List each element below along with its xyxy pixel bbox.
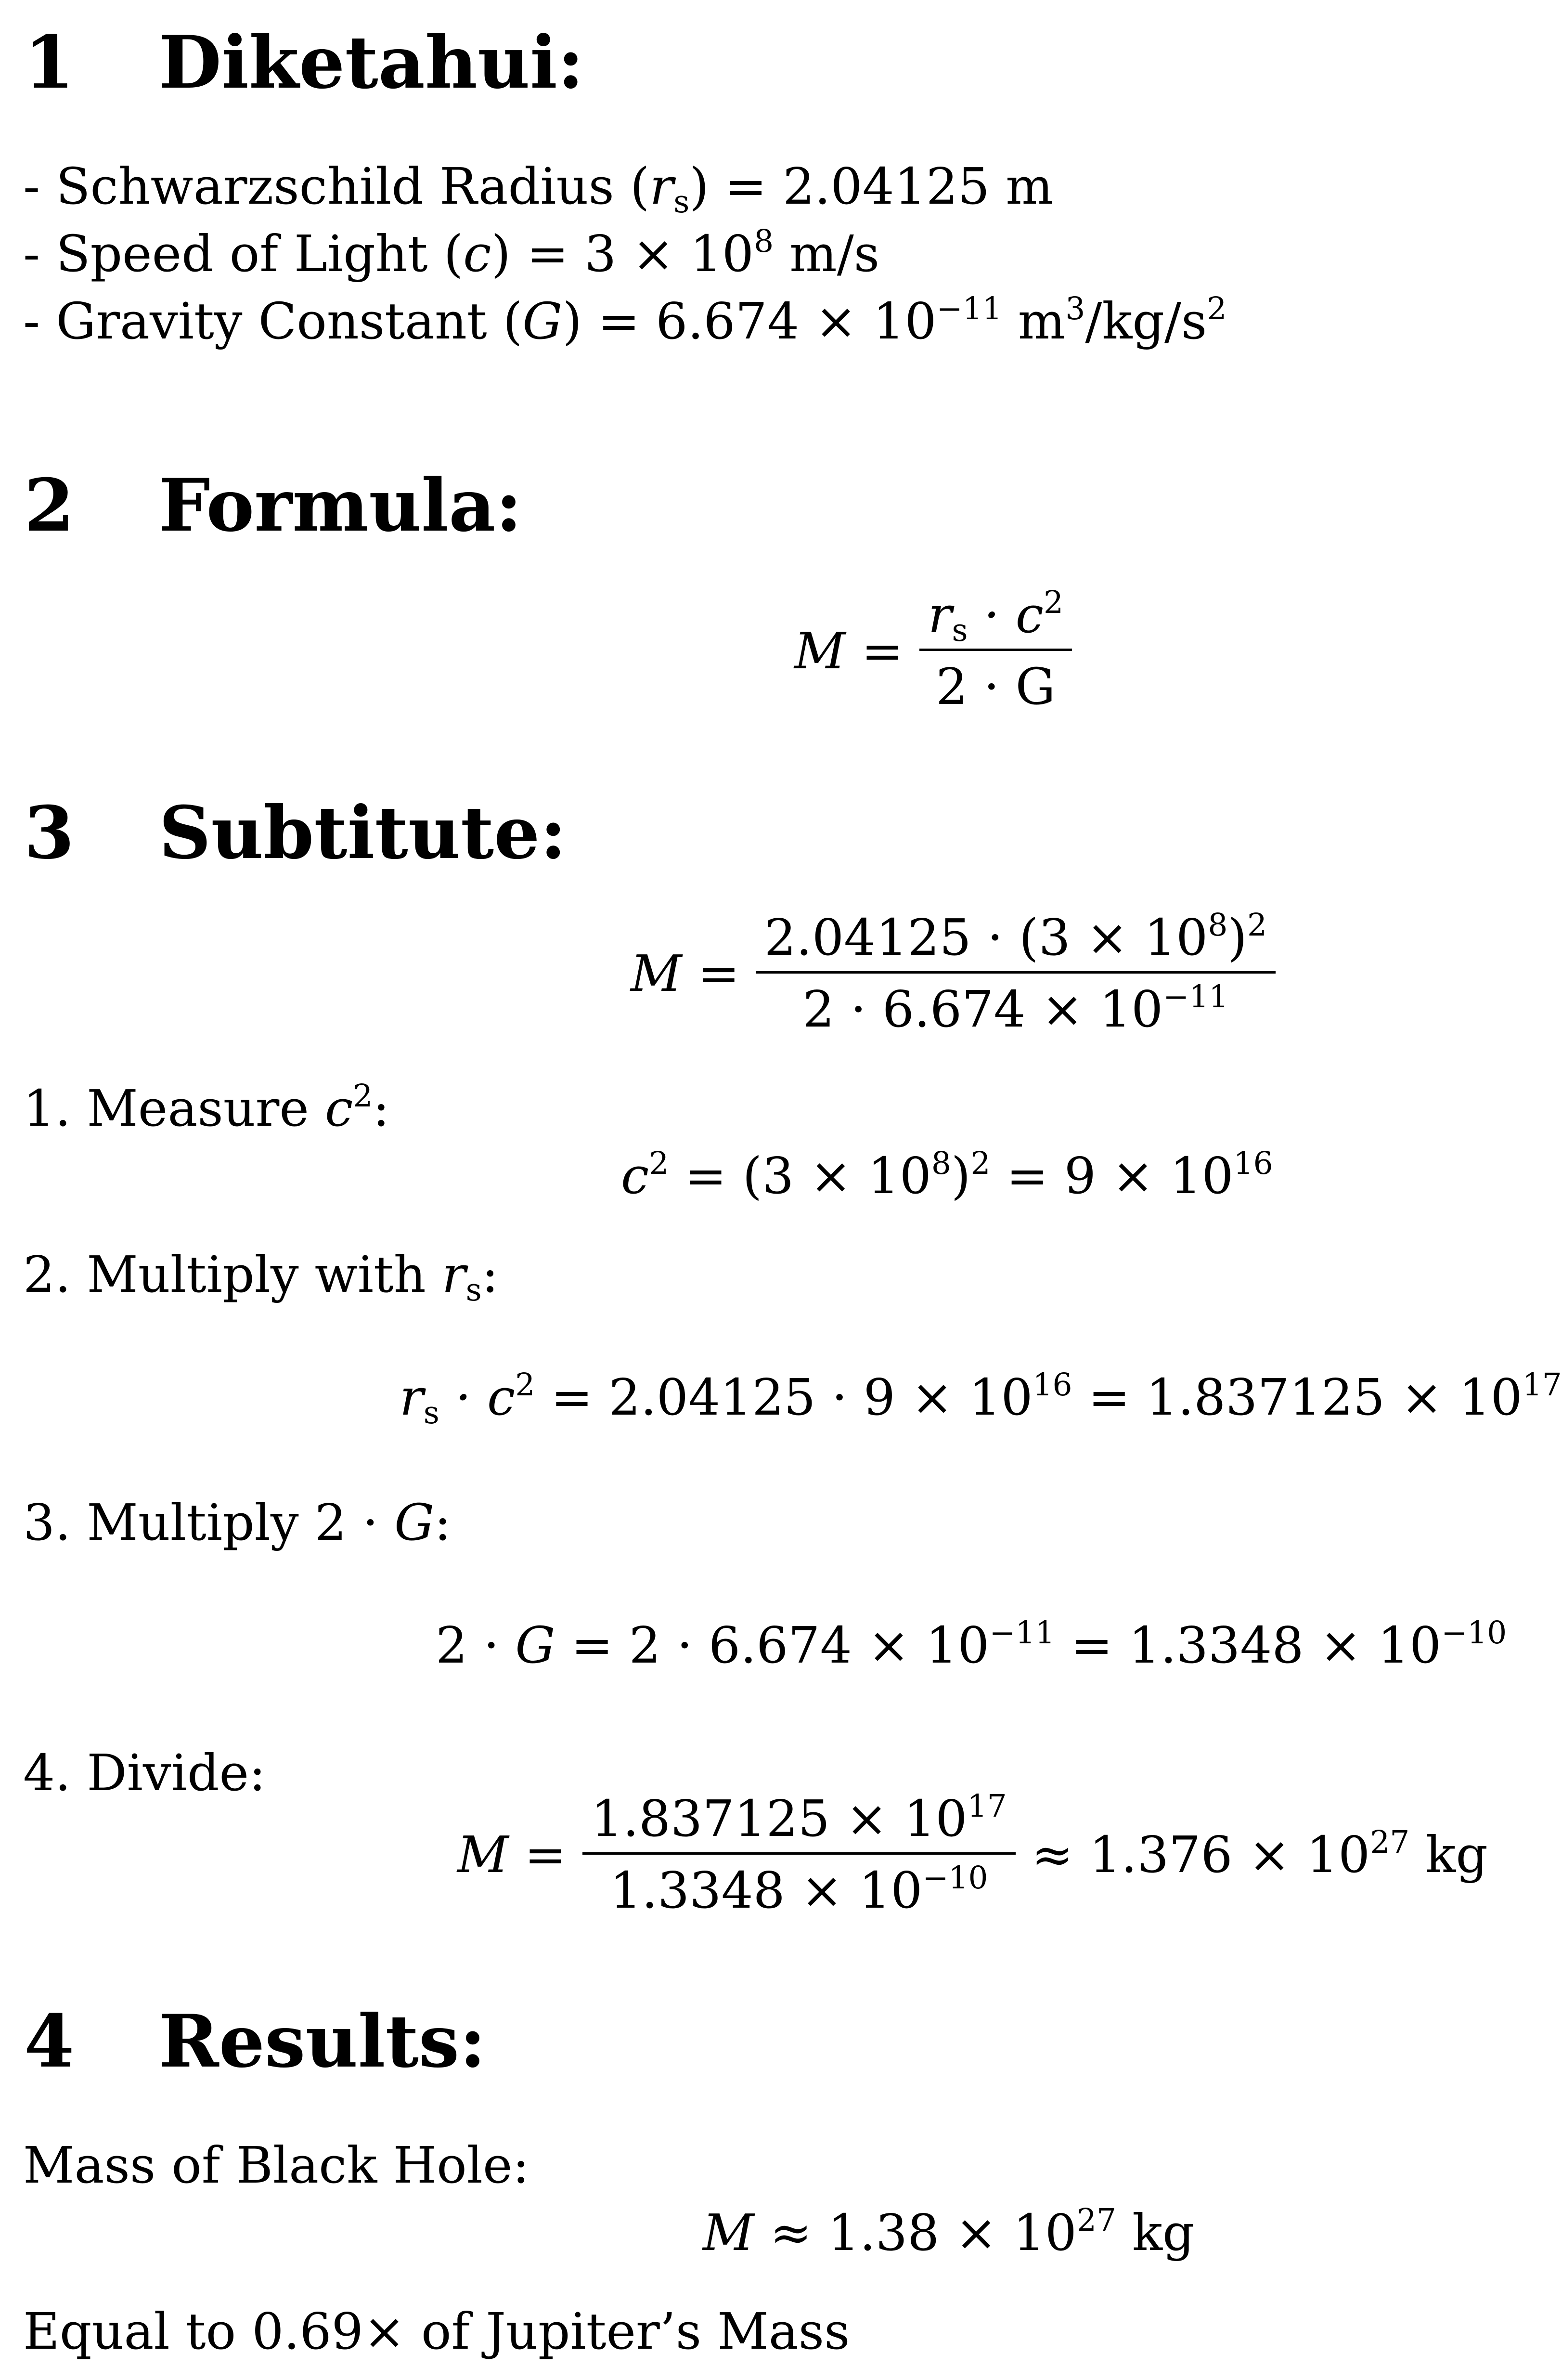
step-3-equation: $2 \cdot G = 2 \cdot 6.674 \times 10^{-11} = 1.3348 \times 10^{-10}$ bbox=[436, 1615, 1507, 1675]
substitute-equation: M = $\frac{2.04125 \cdot (3 \times 10^8)^2}{2 \cdot 6.674 \times 10^{-11}}$ bbox=[631, 912, 1276, 1034]
step-4-label: 4. Divide: bbox=[23, 1743, 266, 1802]
step-2-equation: $r_s \cdot c^2 = 2.04125 \cdot 9 \times 10^{16} = 1.837125 \times 10^{17}$ bbox=[400, 1367, 1562, 1431]
given-schwarzschild-radius: - Schwarzschild Radius $(r_s) = 2.04125$ m bbox=[23, 157, 1053, 221]
step-2-label: 2. Multiply with $r_s$: bbox=[23, 1245, 499, 1309]
result-jupiter-comparison: Equal to 0.69× of Jupiter’s Mass bbox=[23, 2302, 850, 2361]
given-gravity-constant: - Gravity Constant $(G) = 6.674 \times 10^{-11}$ $m^3/kg/s^2$ bbox=[23, 291, 1227, 351]
section-title-formula: Formula: bbox=[159, 463, 522, 548]
section-number: 2 bbox=[24, 463, 75, 548]
step-1-equation: $c^2 = (3 \times 10^8)^2 = 9 \times 10^{16}$ bbox=[621, 1145, 1273, 1205]
step-1-label: 1. Measure $c^2$: bbox=[23, 1078, 390, 1138]
section-title-given: Diketahui: bbox=[159, 20, 584, 105]
step-4-equation: M = $\frac{1.837125 \times 10^{17}}{1.3348 \times 10^{-10}}$ ≈ $1.376 \times 10^{27}$ kg bbox=[457, 1788, 1488, 1920]
result-mass-equation: $M \approx 1.38 \times 10^{27}$ kg bbox=[703, 2202, 1195, 2262]
section-number: 4 bbox=[24, 1999, 75, 2084]
step-3-label: 3. Multiply 2 · G: bbox=[23, 1493, 452, 1552]
substitute-fraction: $\frac{2.04125 \cdot (3 \times 10^8)^2}{2 \cdot 6.674 \times 10^{-11}}$ bbox=[756, 912, 1276, 1034]
result-mass-label: Mass of Black Hole: bbox=[23, 2136, 529, 2195]
section-number: 1 bbox=[24, 20, 75, 105]
section-title-results: Results: bbox=[159, 1999, 486, 2084]
step-4-fraction: $\frac{1.837125 \times 10^{17}}{1.3348 \times 10^{-10}}$ bbox=[582, 1794, 1016, 1915]
section-title-substitute: Subtitute: bbox=[159, 791, 567, 875]
section-number: 3 bbox=[24, 791, 75, 875]
given-speed-of-light: - Speed of Light $(c) = 3 \times 10^8$ m/s bbox=[23, 223, 880, 283]
formula-mass-equation: M = $\frac{r_s \cdot c^2}{2 \cdot G}$ bbox=[794, 590, 1072, 712]
formula-fraction: $\frac{r_s \cdot c^2}{2 \cdot G}$ bbox=[919, 590, 1072, 712]
